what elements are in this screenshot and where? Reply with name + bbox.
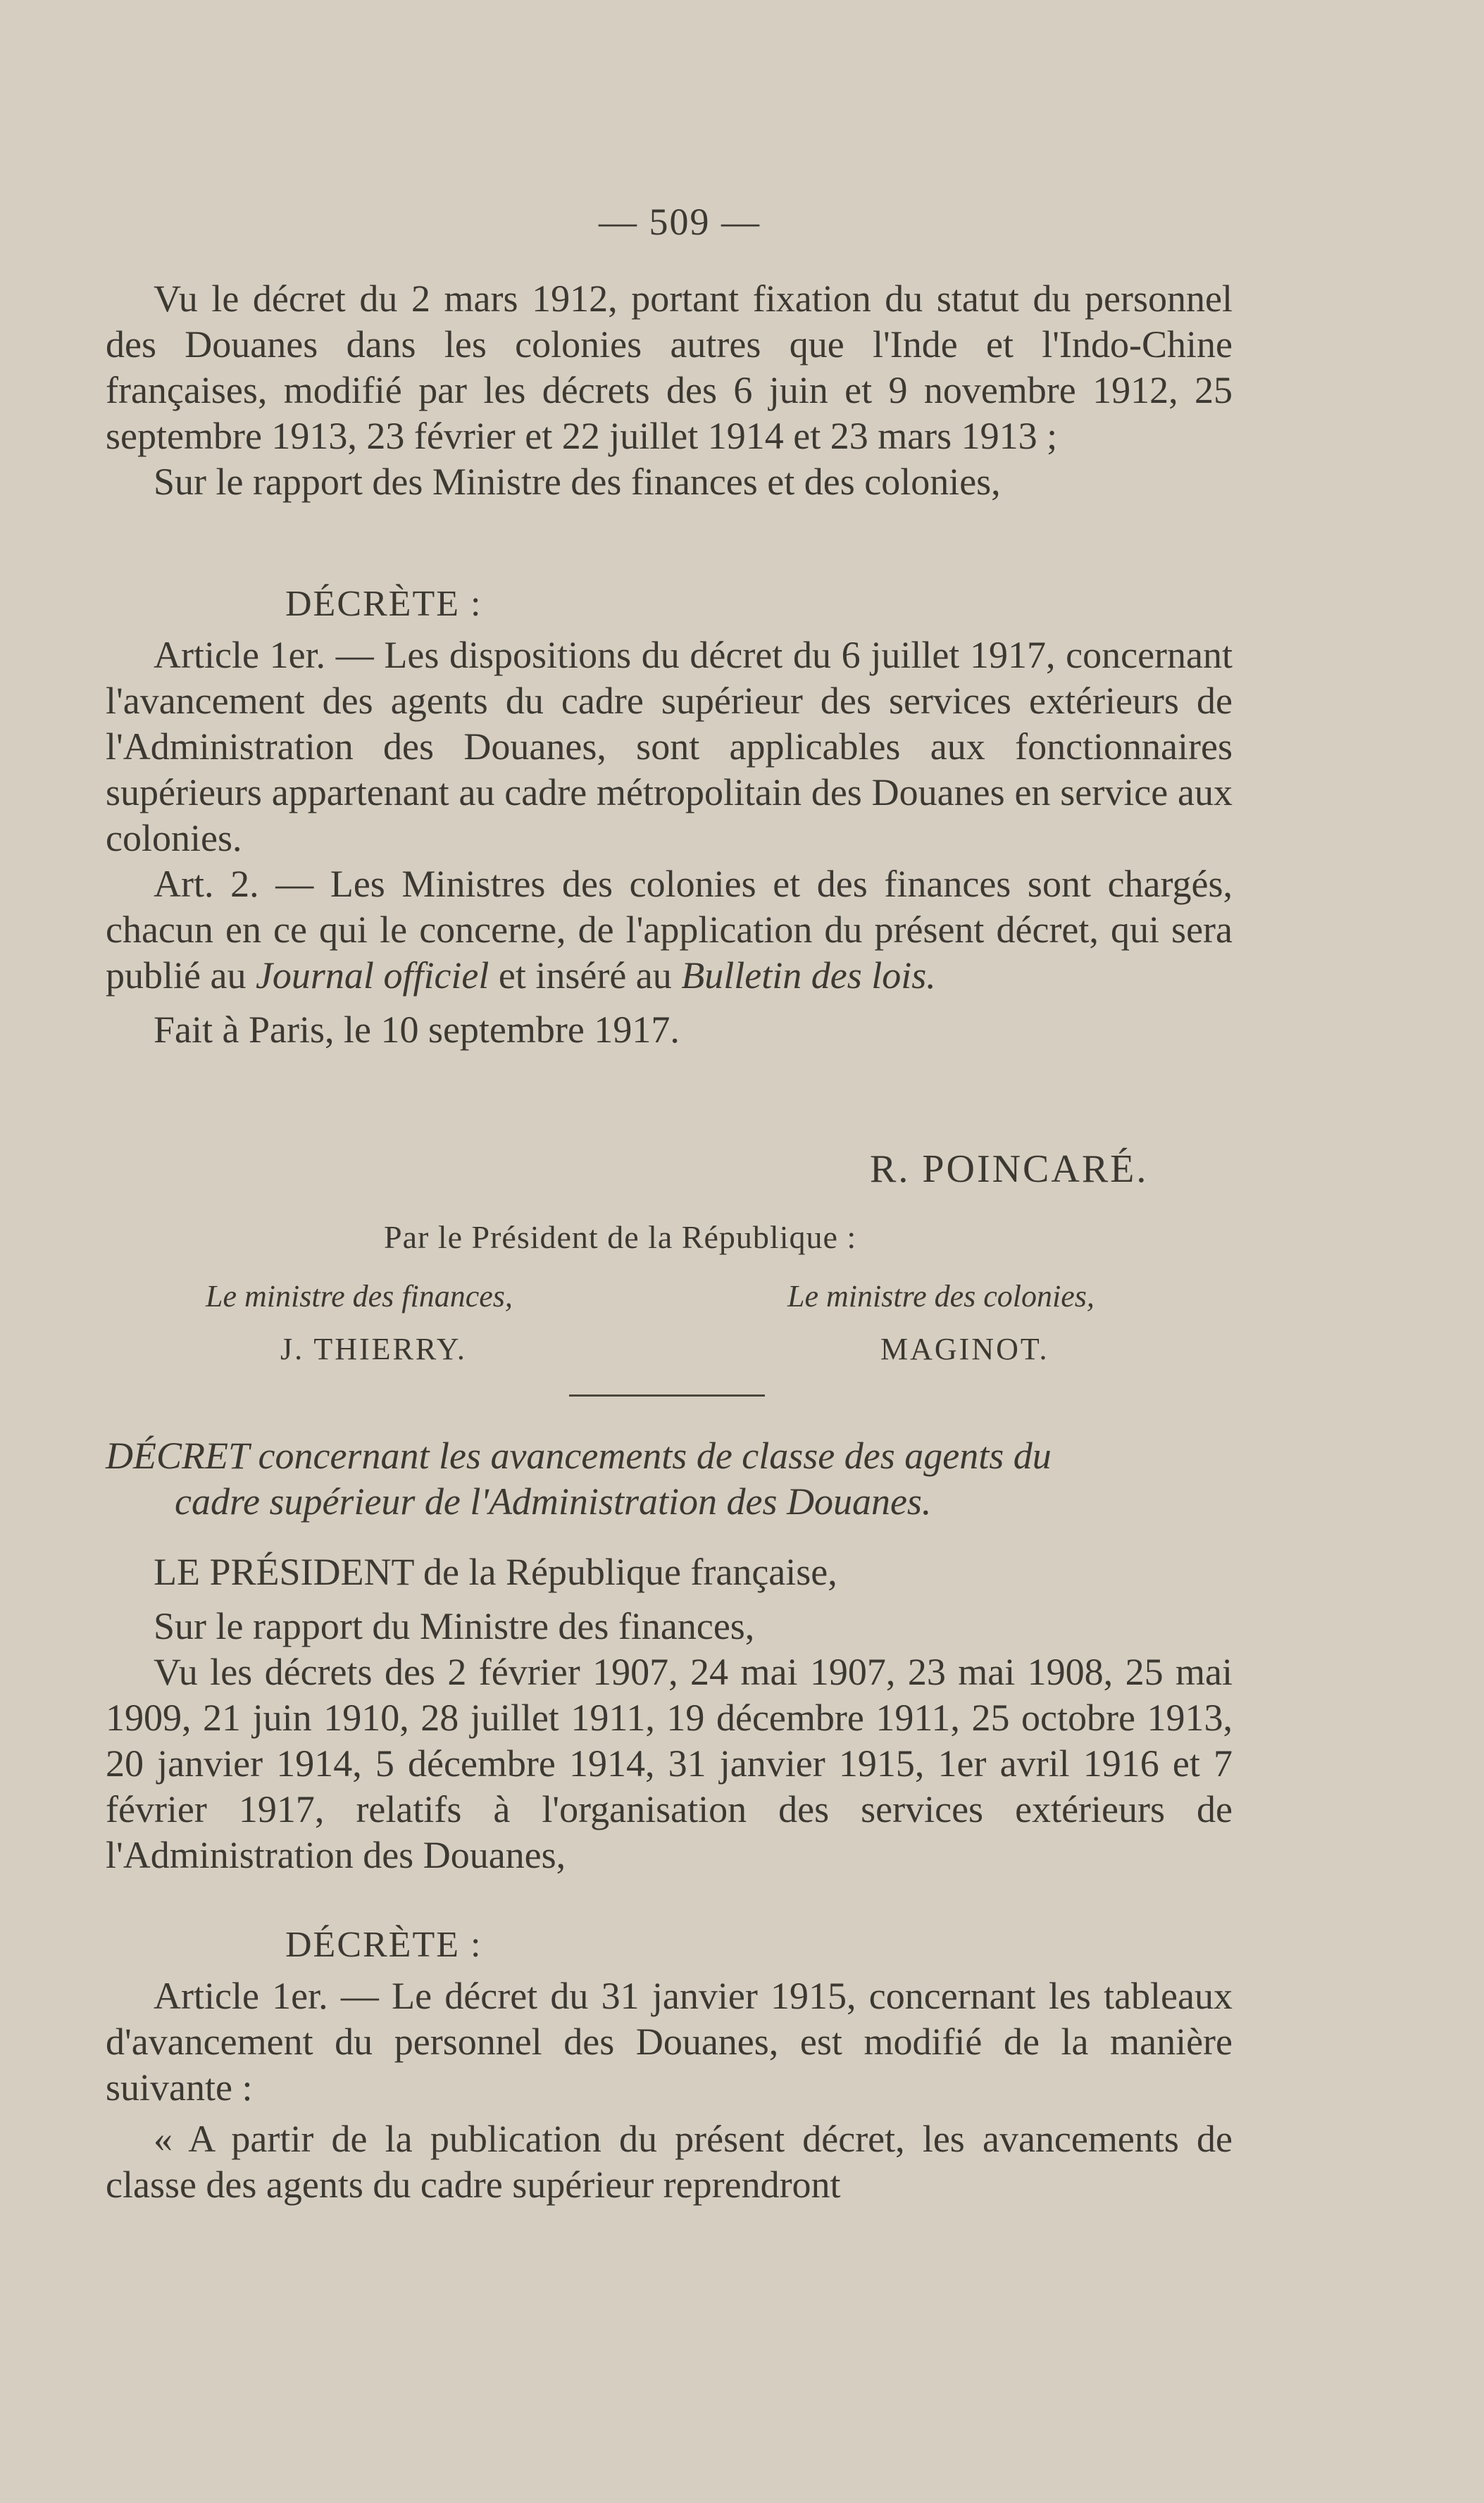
article-1-second: Article 1er. — Le décret du 31 janvier 1915, concernant les tableaux d'avancement du personnel des Douanes, est modifié de la manière suivante : [106, 1975, 1233, 2109]
section-divider [569, 1394, 765, 1397]
first-decree-articles [106, 632, 1233, 1053]
second-decree-title [106, 1433, 1233, 1525]
rapport-line-2: Sur le rapport du Ministre des finances, [154, 1605, 755, 1647]
page-number: — 509 — [599, 201, 761, 243]
title-line-1 [106, 1433, 1233, 1479]
title-word: DÉCRET [106, 1435, 249, 1477]
article-2-intro: Art. 2. — Les Ministres des colonies et des finances sont chargés, chacun en ce qui le concerne, de l'application du présent décret, qui sera publié au [106, 863, 1233, 997]
decrete-heading-2: DÉCRÈTE : [285, 1925, 482, 1965]
president-signature: R. POINCARÉ. [870, 1147, 1149, 1191]
decrete-heading: DÉCRÈTE : [285, 584, 482, 624]
quote-paragraph: « A partir de la publication du présent décret, les avancements de classe des agents du cadre supérieur reprendront [106, 2118, 1233, 2206]
journal-officiel-title: Journal officiel [255, 954, 490, 997]
second-decree-articles [106, 1973, 1233, 2208]
title-rest: concernant les avancements de classe des agents du [258, 1435, 1052, 1477]
article-1: Article 1er. — Les dispositions du décret du 6 juillet 1917, concernant l'avancement des agents du cadre supérieur des services extérieurs de l'Administration des Douanes, sont applicables aux fonctionnaires supérieurs appartenant au cadre métropolitain des Douanes en service aux colonies. [106, 634, 1233, 859]
visa-paragraph-2: Vu les décrets des 2 février 1907, 24 mai 1907, 23 mai 1908, 25 mai 1909, 21 juin 1910, 28 juillet 1911, 19 décembre 1911, 25 octobre 1913, 20 janvier 1914, 5 décembre 1914, 31 janvier 1915, 1er avril 1916 et 7 février 1917, relatifs à l'organisation des services extérieurs de l'Administration des Douanes, [106, 1651, 1233, 1876]
first-decree-preamble [106, 276, 1233, 505]
title-line-2: cadre supérieur de l'Administration des Douanes. [175, 1480, 932, 1523]
article-2-mid: et inséré au [498, 954, 672, 997]
rapport-line: Sur le rapport des Ministre des finances et des colonies, [154, 461, 1001, 503]
par-le-president: Par le Président de la République : [384, 1219, 857, 1255]
article-2 [106, 861, 1233, 999]
bulletin-des-lois-title: Bulletin des lois. [681, 954, 936, 997]
fait-a-paris: Fait à Paris, le 10 septembre 1917. [154, 1009, 680, 1051]
president-intro: LE PRÉSIDENT de la République française, [154, 1551, 837, 1593]
minister-colonies-title: Le ministre des colonies, [787, 1279, 1095, 1313]
visa-paragraph: Vu le décret du 2 mars 1912, portant fixation du statut du personnel des Douanes dans les colonies autres que l'Inde et l'Indo-Chine françaises, modifié par les décrets des 6 juin et 9 novembre 1912, 25 septembre 1913, 23 février et 22 juillet 1914 et 23 mars 1913 ; [106, 277, 1233, 457]
minister-colonies-name: MAGINOT. [880, 1332, 1049, 1366]
second-decree-preamble [106, 1549, 1233, 1878]
minister-finances-title: Le ministre des finances, [206, 1279, 513, 1313]
minister-finances-name: J. THIERRY. [280, 1332, 467, 1366]
